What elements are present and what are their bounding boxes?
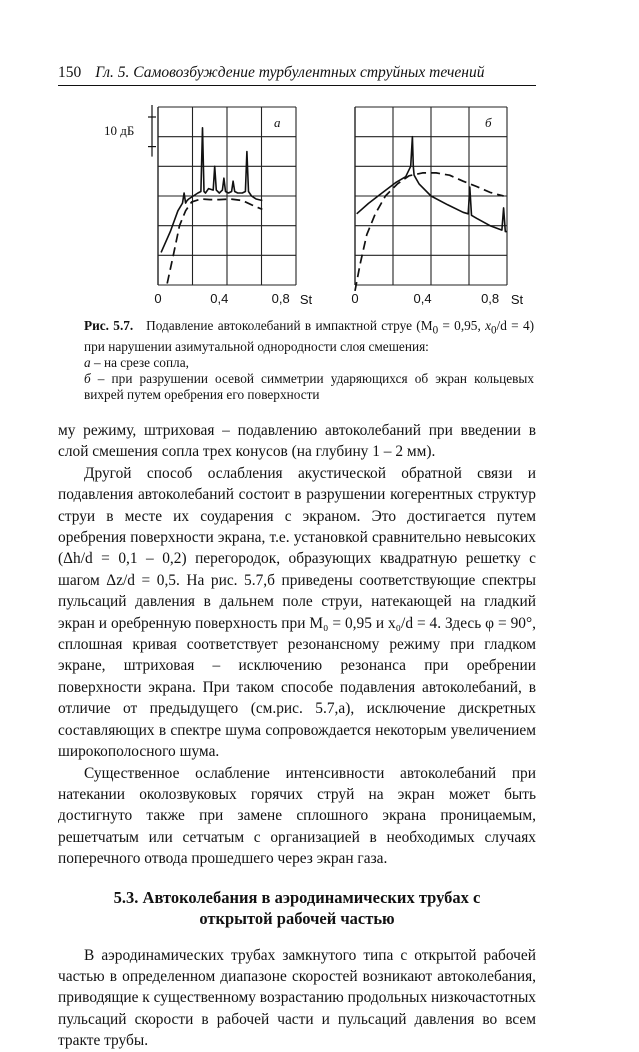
paragraph-3: Существенное ослабление интенсивности автоколебаний при натекании околозвуковых горячих струй на экран может быть достигнуто также при замене сплошного экрана проницаемым, решетчатым или сетчатым с организацией в необходимых случаях поперечного отвода прошедшего через экран газа. <box>58 764 536 868</box>
paragraph-2: Другой способ ослабления акустической обратной связи и подавления автоколебаний состоит в разрушении когерентных структур струи в месте их соударения с экраном. Это достигается путем оребрения поверхности экрана, т.е. установкой сравнительно невысоких (Δh/d = 0,1 – 0,2) перегородок, образующих квадратную решетку с шагом Δz/d = 0,5. На рис. 5.7,б приведены соответствующие спектры пульсаций давления в дальнем поле струи, натекающей на гладкий экран и оребренную поверхность при M₀ = 0,95 и x₀/d = 4. Здесь φ = 90°, сплошная кривая соответствует резонансному режиму при гладком экране, штриховая – исключению резонанса при оребрении поверхности экрана. При таком способе подавления автоколебаний, в отличие от предыдущего (см.рис. 5.7,а), исключение дискретных составляющих в спектре шума сопровождается некоторым увеличением широкополосного шума. <box>58 464 536 761</box>
caption-label: Рис. 5.7. <box>84 318 134 333</box>
x-tick-label: 0,8 <box>481 291 500 306</box>
panel-a <box>104 105 313 307</box>
x-axis-label: St <box>510 292 524 307</box>
x-tick-label: 0 <box>351 291 359 306</box>
figure-caption <box>84 318 534 404</box>
x-tick-label: 0,4 <box>210 291 229 306</box>
section-heading: 5.3. Автоколебания в аэродинамических трубах с открытой рабочей частью <box>113 887 481 928</box>
figure-5-7 <box>100 95 530 310</box>
caption-sub: 0 <box>432 324 439 337</box>
panel-b <box>351 107 523 307</box>
caption-text-main-b: = 0,95, <box>438 318 481 333</box>
caption-item-b <box>84 371 534 403</box>
caption-item-a-letter: а <box>84 355 91 371</box>
x-tick-label: 0,8 <box>271 291 290 306</box>
panel-label: б <box>485 115 492 130</box>
chapter-title: Гл. 5. Самовозбуждение турбулентных струйных течений <box>95 64 485 81</box>
scale-label: 10 дБ <box>104 122 135 138</box>
caption-x: x <box>485 318 491 333</box>
running-head <box>58 64 536 82</box>
solid-spectrum-line <box>161 128 262 253</box>
header-rule <box>58 85 536 86</box>
dashed-spectrum-line <box>167 199 262 284</box>
page-number: 150 <box>58 64 82 81</box>
caption-item-b-text: – при разрушении осевой симметрии ударяющихся об экран кольцевых вихрей путем оребрения его поверхности <box>84 371 534 403</box>
caption-item-a-text: – на срезе сопла, <box>90 355 189 371</box>
x-tick-label: 0 <box>154 291 162 306</box>
paragraph-1: му режиму, штриховая – подавлению автоколебаний при введении в слой смешения сопла трех конусов (на глубину 1 – 2 мм). <box>58 422 536 461</box>
x-tick-label: 0,4 <box>413 291 432 306</box>
paragraph-4: В аэродинамических трубах замкнутого типа с открытой рабочей частью в определенном диапазоне скоростей возникают автоколебания, приводящие к существенному возрастанию продольных низкочастотных пульсаций скорости в рабочей части и пульсаций давления во всем тракте трубы. <box>58 946 536 1050</box>
caption-text-main-a: Подавление автоколебаний в импактной струе (M <box>146 318 433 333</box>
x-axis-label: St <box>299 292 313 307</box>
figure-svg <box>100 95 530 310</box>
body-text <box>58 420 536 1052</box>
caption-x-sub: 0 <box>490 324 497 337</box>
caption-line-1 <box>84 318 534 355</box>
dashed-spectrum-line <box>355 173 504 291</box>
caption-text-line2: /d = 4) при нарушении азимутальной однородности слоя смешения: <box>84 318 535 354</box>
caption-item-b-letter: б <box>84 371 91 387</box>
panel-label: а <box>274 115 281 130</box>
caption-item-a <box>84 355 534 371</box>
solid-spectrum-line <box>357 137 507 232</box>
